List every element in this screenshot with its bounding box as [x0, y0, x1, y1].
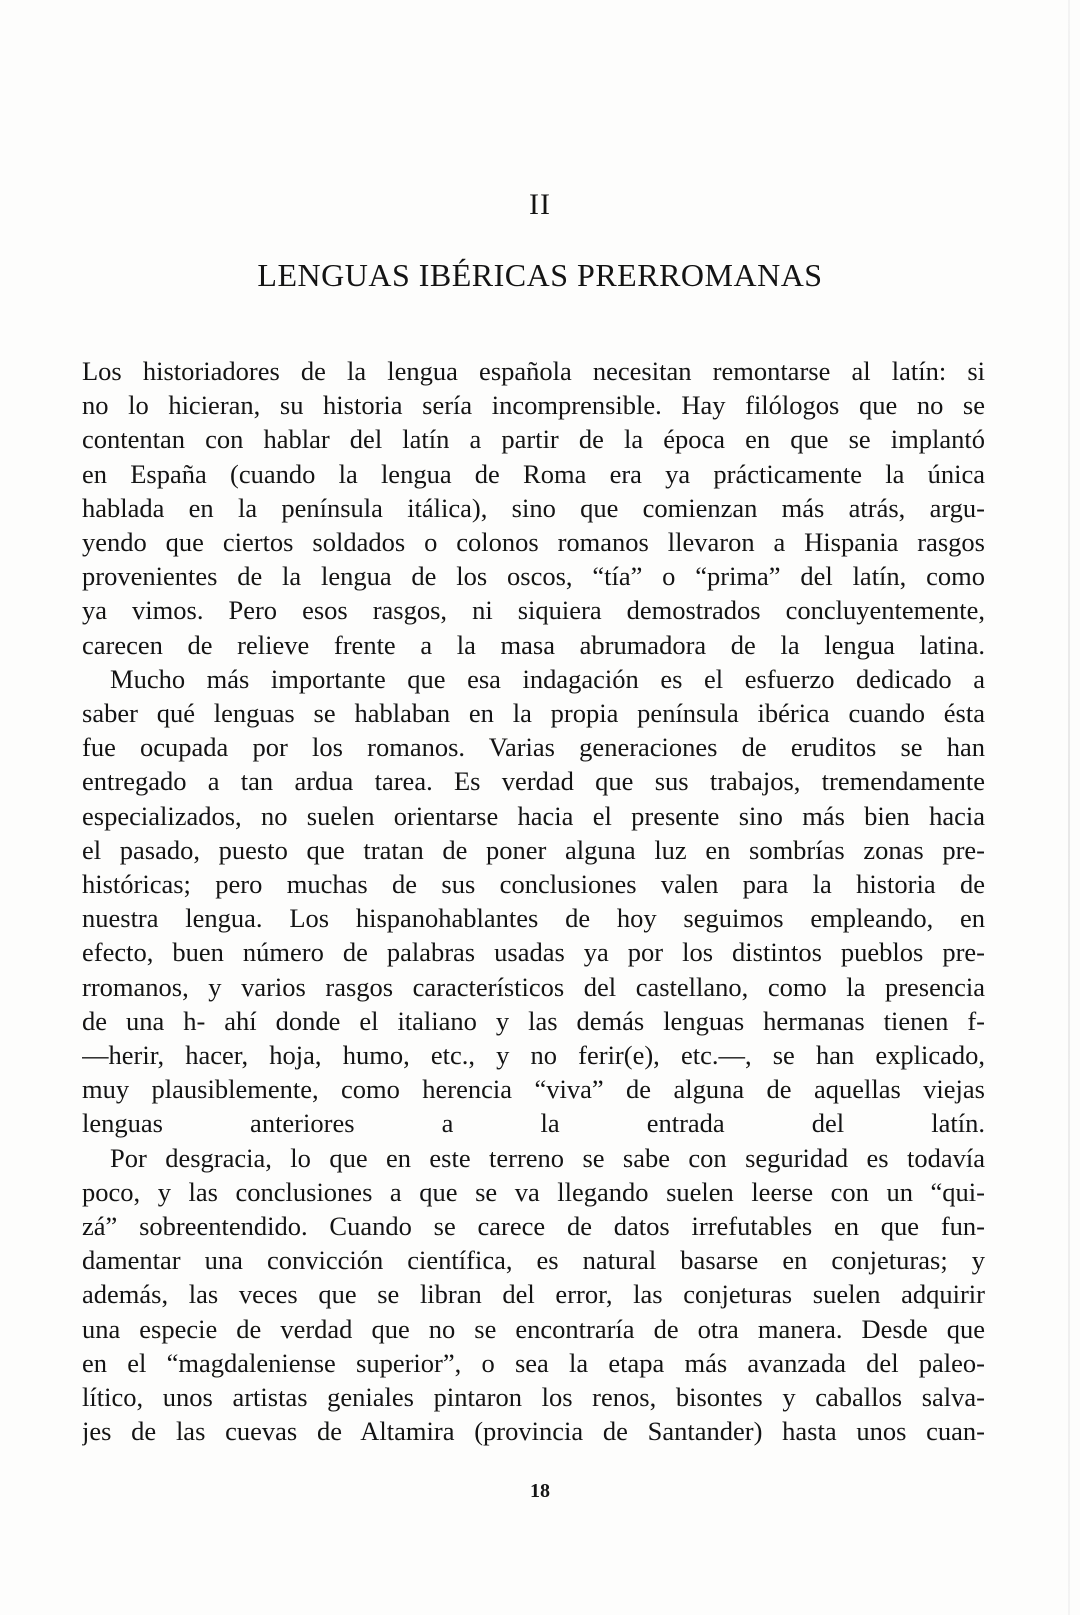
text-line: una especie de verdad que no se encontraría de otra manera. Desde que — [82, 1313, 985, 1344]
page-number: 18 — [530, 1480, 550, 1502]
chapter-title: LENGUAS IBÉRICAS PRERROMANAS — [257, 257, 823, 293]
paragraph-3 — [82, 1141, 985, 1449]
text-line: entregado a tan ardua tarea. Es verdad que sus trabajos, tremendamente — [82, 766, 985, 797]
body-text — [82, 354, 985, 1449]
text-line: especializados, no suelen orientarse hacia el presente sino más bien hacia — [82, 800, 985, 831]
text-line: carecen de relieve frente a la masa abrumadora de la lengua latina. — [82, 629, 985, 660]
text-line: yendo que ciertos soldados o colonos romanos llevaron a Hispania rasgos — [82, 527, 985, 558]
text-line: históricas; pero muchas de sus conclusiones valen para la historia de — [82, 869, 985, 900]
text-line: provenientes de la lengua de los oscos, “tía” o “prima” del latín, como — [82, 561, 985, 592]
text-line: efecto, buen número de palabras usadas ya por los distintos pueblos pre- — [82, 937, 985, 968]
text-line: poco, y las conclusiones a que se va llegando suelen leerse con un “qui- — [82, 1176, 985, 1207]
text-line: lítico, unos artistas geniales pintaron los renos, bisontes y caballos salva- — [82, 1382, 985, 1413]
paragraph-2 — [82, 662, 985, 1141]
text-line: Mucho más importante que esa indagación es el esfuerzo dedicado a — [110, 663, 985, 694]
text-line: zá” sobreentendido. Cuando se carece de datos irrefutables en que fun- — [82, 1211, 985, 1242]
text-line: de una h- ahí donde el italiano y las demás lenguas hermanas tienen f- — [82, 1005, 985, 1036]
text-line: fue ocupada por los romanos. Varias generaciones de eruditos se han — [82, 732, 985, 763]
text-line: hablada en la península itálica), sino que comienzan más atrás, argu- — [82, 492, 985, 523]
text-line: contentan con hablar del latín a partir de la época en que se implantó — [82, 424, 985, 455]
chapter-number: II — [529, 188, 551, 221]
text-line: damentar una convicción científica, es natural basarse en conjeturas; y — [82, 1245, 985, 1276]
text-line: saber qué lenguas se hablaban en la propia península ibérica cuando ésta — [82, 698, 985, 729]
text-line: en España (cuando la lengua de Roma era ya prácticamente la única — [82, 458, 985, 489]
text-line: muy plausiblemente, como herencia “viva” de alguna de aquellas viejas — [82, 1074, 985, 1105]
text-line: nuestra lengua. Los hispanohablantes de hoy seguimos empleando, en — [82, 903, 985, 934]
text-line: Por desgracia, lo que en este terreno se sabe con seguridad es todavía — [110, 1142, 985, 1173]
text-line: —herir, hacer, hoja, humo, etc., y no ferir(e), etc.—, se han explicado, — [82, 1040, 985, 1071]
paragraph-1 — [82, 354, 985, 662]
text-line: no lo hicieran, su historia sería incomprensible. Hay filólogos que no se — [82, 390, 985, 421]
text-line: en el “magdaleniense superior”, o sea la etapa más avanzada del paleo- — [82, 1347, 985, 1378]
text-line: rromanos, y varios rasgos característicos del castellano, como la presencia — [82, 971, 985, 1002]
text-line: Los historiadores de la lengua española necesitan remontarse al latín: si — [82, 356, 985, 386]
text-line: jes de las cuevas de Altamira (provincia de Santander) hasta unos cuan- — [82, 1416, 985, 1447]
text-line: el pasado, puesto que tratan de poner alguna luz en sombrías zonas pre- — [82, 834, 985, 865]
text-line: además, las veces que se libran del error, las conjeturas suelen adquirir — [82, 1279, 985, 1310]
text-line: lenguas anteriores a la entrada del latín. — [82, 1108, 985, 1139]
page-edge-shadow — [1068, 0, 1070, 1615]
text-line: ya vimos. Pero esos rasgos, ni siquiera demostrados concluyentemente, — [82, 595, 985, 626]
